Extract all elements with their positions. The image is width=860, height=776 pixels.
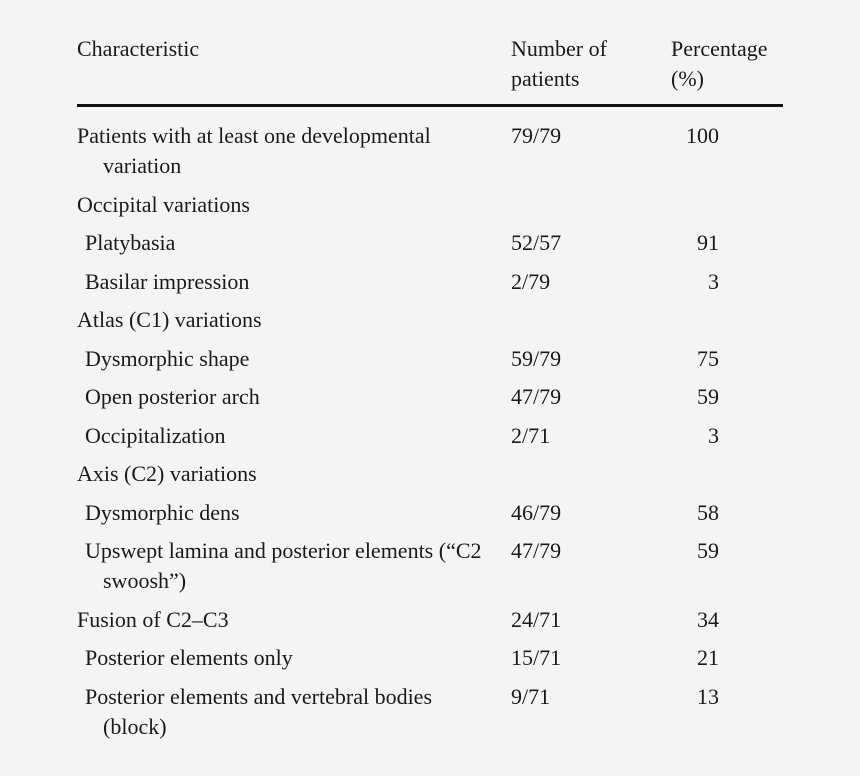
cell-number-of-patients: 2/71 xyxy=(511,422,551,448)
cell-characteristic xyxy=(77,121,501,181)
characteristic-label: Posterior elements only xyxy=(85,645,293,670)
table-row xyxy=(77,536,783,596)
cell-number-of-patients: 46/79 xyxy=(511,499,562,525)
cell-percentage: 75 xyxy=(697,345,719,371)
characteristic-label: Platybasia xyxy=(85,230,176,255)
characteristic-label: Open posterior arch xyxy=(85,384,260,409)
cell-percentage xyxy=(671,190,719,220)
cell-characteristic xyxy=(77,267,501,297)
cell-characteristic xyxy=(77,421,501,451)
header-number-line1: Number of xyxy=(511,36,607,61)
cell-number-of-patients xyxy=(501,190,671,220)
table-body xyxy=(77,121,783,742)
cell-percentage: 3 xyxy=(708,268,719,294)
cell-number-of-patients: 79/79 xyxy=(511,123,562,148)
cell-percentage: 34 xyxy=(697,606,719,632)
characteristic-label: Posterior elements and vertebral bodies (block) xyxy=(85,683,433,739)
cell-number-of-patients: 15/71 xyxy=(511,645,562,670)
characteristic-label: Upswept lamina and posterior elements (“C2 swoosh”) xyxy=(85,538,482,593)
cell-percentage xyxy=(671,459,719,489)
table-row xyxy=(77,643,783,673)
cell-number-of-patients: 24/71 xyxy=(511,606,562,632)
cell-characteristic xyxy=(77,382,501,412)
header-characteristic: Characteristic xyxy=(77,36,200,61)
characteristic-label: Occipital variations xyxy=(77,191,250,217)
header-percentage-line2: (%) xyxy=(671,66,704,91)
cell-percentage: 91 xyxy=(697,230,719,255)
table-row xyxy=(77,421,783,451)
table-row xyxy=(77,121,783,181)
cell-percentage: 59 xyxy=(697,538,719,563)
characteristic-label: Basilar impression xyxy=(85,268,250,294)
cell-number-of-patients: 9/71 xyxy=(511,683,551,709)
cell-characteristic xyxy=(77,459,501,489)
cell-characteristic xyxy=(77,498,501,528)
data-table xyxy=(77,34,783,750)
cell-percentage: 58 xyxy=(697,499,719,525)
characteristic-label: Occipitalization xyxy=(85,422,226,448)
table-row xyxy=(77,305,783,335)
table-row xyxy=(77,682,783,742)
table-row xyxy=(77,459,783,489)
characteristic-label: Patients with at least one developmental variation xyxy=(77,123,431,178)
cell-percentage: 100 xyxy=(686,123,719,148)
cell-characteristic xyxy=(77,190,501,220)
cell-percentage xyxy=(671,305,719,335)
cell-percentage: 3 xyxy=(708,422,719,448)
table-row xyxy=(77,190,783,220)
cell-characteristic xyxy=(77,605,501,635)
table-row xyxy=(77,344,783,374)
characteristic-label: Dysmorphic dens xyxy=(85,499,240,525)
cell-characteristic xyxy=(77,228,501,258)
header-number-of-patients xyxy=(511,34,661,94)
cell-number-of-patients: 52/57 xyxy=(511,230,562,255)
cell-characteristic xyxy=(77,643,501,673)
cell-number-of-patients: 47/79 xyxy=(511,384,562,409)
cell-number-of-patients xyxy=(501,305,671,335)
characteristic-label: Dysmorphic shape xyxy=(85,345,250,371)
characteristic-label: Fusion of C2–C3 xyxy=(77,606,229,632)
table-header xyxy=(77,34,783,107)
cell-characteristic xyxy=(77,305,501,335)
cell-percentage: 21 xyxy=(697,645,719,670)
table-row xyxy=(77,382,783,412)
table-row xyxy=(77,267,783,297)
cell-number-of-patients: 59/79 xyxy=(511,345,562,371)
cell-characteristic xyxy=(77,536,501,596)
cell-number-of-patients xyxy=(501,459,671,489)
table-row xyxy=(77,498,783,528)
characteristic-label: Atlas (C1) variations xyxy=(77,307,262,332)
header-number-line2: patients xyxy=(511,66,580,91)
table-row xyxy=(77,228,783,258)
cell-percentage: 59 xyxy=(697,384,719,409)
cell-characteristic xyxy=(77,682,501,742)
header-percentage xyxy=(671,34,791,94)
table-row xyxy=(77,605,783,635)
cell-percentage: 13 xyxy=(697,683,719,709)
header-percentage-line1: Percentage xyxy=(671,36,768,61)
characteristic-label: Axis (C2) variations xyxy=(77,461,257,486)
cell-characteristic xyxy=(77,344,501,374)
cell-number-of-patients: 2/79 xyxy=(511,268,551,294)
cell-number-of-patients: 47/79 xyxy=(511,538,562,563)
